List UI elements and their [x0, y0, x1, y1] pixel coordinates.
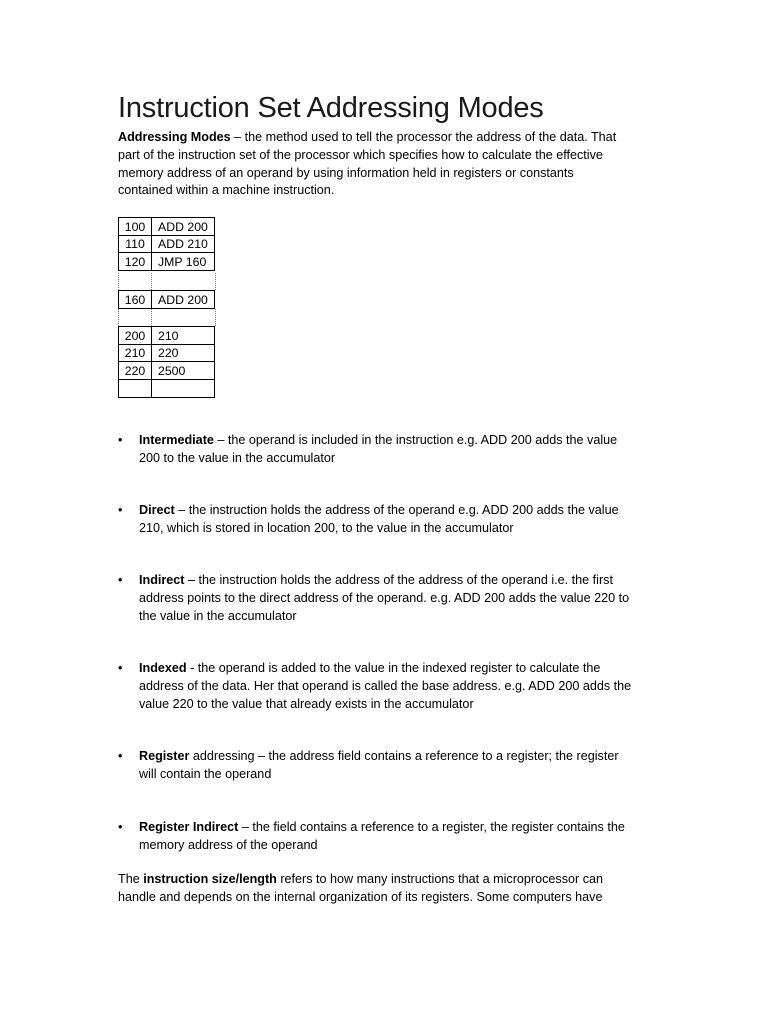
- bullet-line: address points to the direct address of the operand. e.g. ADD 200 adds the value 220 to: [139, 590, 630, 605]
- outro-line-2: handle and depends on the internal organization of its registers. Some computers have: [118, 889, 603, 904]
- outro-post: refers to how many instructions that a microprocessor can: [276, 872, 604, 886]
- memory-value: JMP 160: [151, 253, 215, 271]
- bullet-icon: •: [118, 661, 123, 675]
- bullet-line: - the operand is added to the value in the indexed register to calculate the: [186, 661, 601, 675]
- bullet-term: Direct: [139, 503, 175, 517]
- memory-gap-divider: [118, 273, 216, 290]
- memory-value: 210: [151, 326, 215, 345]
- bullet-term: Indirect: [139, 573, 185, 587]
- memory-address: 110: [118, 235, 151, 253]
- list-item-indexed: [118, 660, 658, 713]
- memory-row: [118, 326, 216, 344]
- bullet-term: Intermediate: [139, 433, 214, 447]
- bullet-line: 210, which is stored in location 200, to the value in the accumulator: [139, 520, 514, 535]
- memory-table-block-3: [118, 326, 216, 398]
- bullet-line: memory address of the operand: [139, 837, 318, 852]
- intro-line-1: – the method used to tell the processor the address of the data. That: [230, 130, 617, 144]
- bullet-icon: •: [118, 749, 123, 763]
- memory-row: [118, 380, 216, 398]
- bullet-line: – the field contains a reference to a register, the register contains the: [238, 820, 625, 834]
- memory-gap-divider: [118, 309, 216, 326]
- memory-row: [118, 235, 216, 253]
- list-item-direct: [118, 502, 658, 538]
- list-item-intermediate: [118, 432, 658, 468]
- memory-table-block-1: [118, 217, 216, 271]
- bullet-term: Register: [139, 749, 190, 763]
- bullet-line: – the instruction holds the address of the address of the operand i.e. the first: [184, 573, 613, 587]
- memory-value: ADD 200: [151, 217, 215, 236]
- list-item-indirect: [118, 572, 658, 625]
- memory-table-block-2: [118, 290, 216, 308]
- bullet-term: Register Indirect: [139, 820, 239, 834]
- bullet-icon: •: [118, 433, 123, 447]
- memory-value: 220: [151, 344, 215, 362]
- memory-row: [118, 362, 216, 380]
- page-title: Instruction Set Addressing Modes: [118, 92, 544, 124]
- bullet-icon: •: [118, 503, 123, 517]
- intro-line-3: memory address of an operand by using information held in registers or constants: [118, 165, 574, 180]
- instruction-size-paragraph: [118, 871, 648, 907]
- memory-address: 200: [118, 326, 151, 345]
- intro-line-4: contained within a machine instruction.: [118, 183, 335, 198]
- bullet-icon: •: [118, 820, 123, 834]
- bullet-line: addressing – the address field contains a reference to a register; the register: [189, 749, 619, 763]
- list-item-register-indirect: [118, 819, 658, 855]
- bullet-icon: •: [118, 573, 123, 587]
- bullet-term: Indexed: [139, 661, 187, 675]
- intro-term: Addressing Modes: [118, 130, 231, 144]
- bullet-line: the value in the accumulator: [139, 608, 297, 623]
- memory-value: ADD 200: [151, 290, 215, 309]
- bullet-line: – the operand is included in the instruction e.g. ADD 200 adds the value: [213, 433, 618, 447]
- memory-value: [151, 380, 215, 398]
- memory-row: [118, 217, 216, 235]
- bullet-line: value 220 to the value that already exists in the accumulator: [139, 696, 474, 711]
- outro-term: instruction size/length: [143, 872, 277, 886]
- memory-address: 160: [118, 290, 151, 309]
- memory-address: 120: [118, 253, 151, 271]
- bullet-line: address of the data. Her that operand is called the base address. e.g. ADD 200 adds the: [139, 678, 632, 693]
- outro-pre: The: [118, 872, 144, 886]
- memory-row: [118, 344, 216, 362]
- memory-row: [118, 290, 216, 308]
- memory-address: 210: [118, 344, 151, 362]
- memory-value: 2500: [151, 362, 215, 380]
- memory-address: [118, 380, 151, 398]
- intro-paragraph: [118, 129, 648, 200]
- memory-value: ADD 210: [151, 235, 215, 253]
- list-item-register: [118, 748, 658, 784]
- memory-row: [118, 253, 216, 271]
- memory-address: 220: [118, 362, 151, 380]
- bullet-line: 200 to the value in the accumulator: [139, 450, 336, 465]
- bullet-line: will contain the operand: [139, 766, 272, 781]
- memory-address: 100: [118, 217, 151, 236]
- bullet-line: – the instruction holds the address of the operand e.g. ADD 200 adds the value: [174, 503, 619, 517]
- intro-line-2: part of the instruction set of the processor which specifies how to calculate the effective: [118, 147, 603, 162]
